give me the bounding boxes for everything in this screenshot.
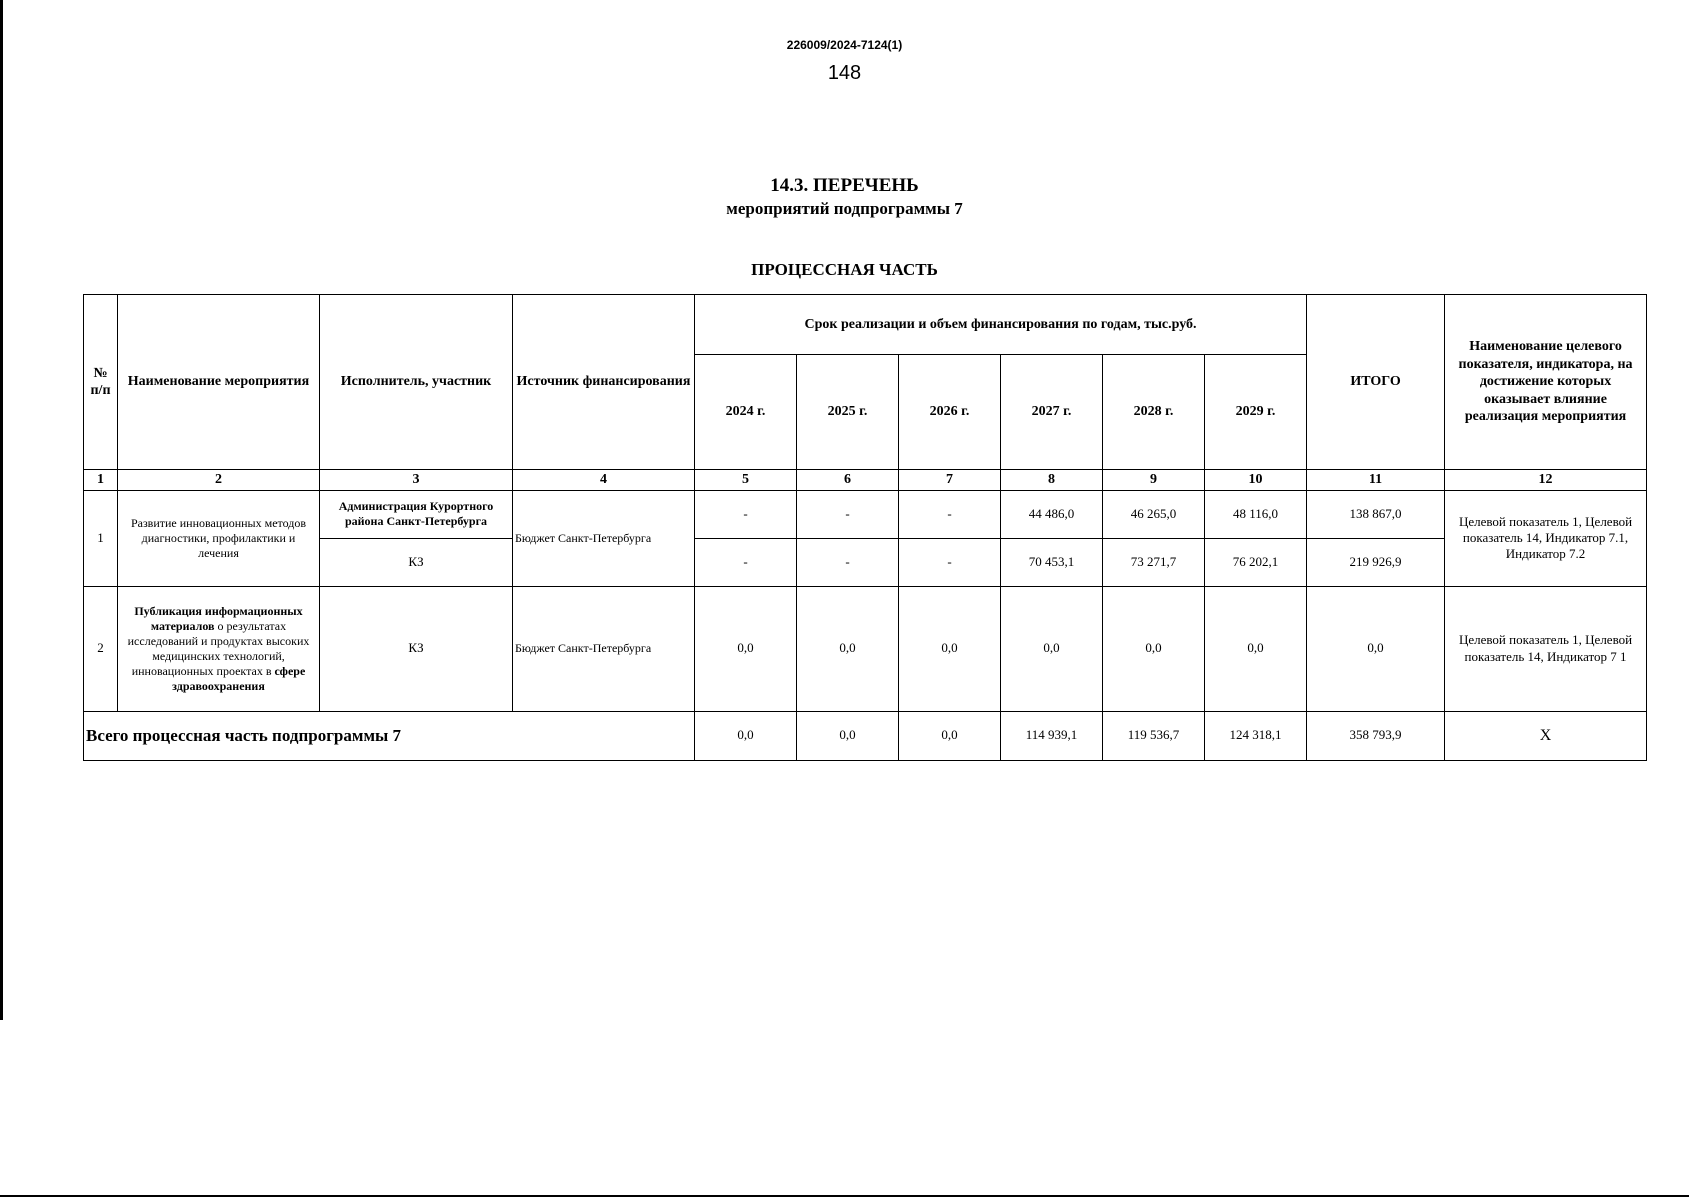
total-year-value: 0,0 (899, 711, 1001, 760)
activity-name-end: сфере здравоохранения (172, 663, 306, 693)
table-row (84, 586, 1647, 711)
total-year-value: 0,0 (695, 711, 797, 760)
column-number: 5 (695, 470, 797, 491)
column-number: 1 (84, 470, 118, 491)
header-year: 2024 г. (695, 355, 797, 470)
total-indicator: X (1445, 711, 1647, 760)
row-total: 138 867,0 (1307, 490, 1445, 538)
table-row (84, 490, 1647, 538)
scan-edge-left (0, 0, 3, 1020)
row-number: 2 (84, 586, 118, 711)
column-number: 11 (1307, 470, 1445, 491)
header-year: 2025 г. (797, 355, 899, 470)
year-value: - (899, 490, 1001, 538)
executor: Администрация Курортного района Санкт-Петербурга (320, 490, 513, 538)
year-value: - (797, 538, 899, 586)
header-executor: Исполнитель, участник (320, 295, 513, 470)
column-number-row (84, 470, 1647, 491)
total-year-value: 114 939,1 (1001, 711, 1103, 760)
header-year: 2027 г. (1001, 355, 1103, 470)
header-year: 2028 г. (1103, 355, 1205, 470)
year-value: 44 486,0 (1001, 490, 1103, 538)
header-total: ИТОГО (1307, 295, 1445, 470)
document-title: 14.3. ПЕРЕЧЕНЬ (770, 175, 919, 196)
year-value: 48 116,0 (1205, 490, 1307, 538)
year-value: - (695, 490, 797, 538)
activity-name-rest: о результатах исследований и продуктах высоких медицинских технологий, инновационных проектах в (127, 618, 310, 678)
column-number: 10 (1205, 470, 1307, 491)
funding-source: Бюджет Санкт-Петербурга (513, 490, 695, 586)
column-number: 7 (899, 470, 1001, 491)
header-year: 2026 г. (899, 355, 1001, 470)
header-period: Срок реализации и объем финансирования по годам, тыс.руб. (695, 295, 1307, 355)
header-num: № п/п (84, 295, 118, 470)
scan-edge-bottom (0, 1195, 1689, 1197)
year-value: 70 453,1 (1001, 538, 1103, 586)
column-number: 2 (118, 470, 320, 491)
activity-name-bold: Публикация информационных материалов (134, 603, 303, 633)
year-value: 0,0 (1205, 586, 1307, 711)
header-indicator: Наименование целевого показателя, индикатора, на достижение которых оказывает влияние реализация мероприятия (1445, 295, 1647, 470)
column-number: 9 (1103, 470, 1205, 491)
page-number: 148 (827, 62, 862, 84)
year-value: 73 271,7 (1103, 538, 1205, 586)
row-total: 219 926,9 (1307, 538, 1445, 586)
total-row (84, 711, 1647, 760)
year-value: - (797, 490, 899, 538)
year-value: - (695, 538, 797, 586)
indicator: Целевой показатель 1, Целевой показатель 14, Индикатор 7 1 (1445, 586, 1647, 711)
year-value: 0,0 (1001, 586, 1103, 711)
grand-total: 358 793,9 (1307, 711, 1445, 760)
total-year-value: 124 318,1 (1205, 711, 1307, 760)
column-number: 4 (513, 470, 695, 491)
year-value: 0,0 (1103, 586, 1205, 711)
year-value: 0,0 (797, 586, 899, 711)
header-row (84, 295, 1647, 355)
total-label: Всего процессная часть подпрограммы 7 (84, 711, 695, 760)
funding-source: Бюджет Санкт-Петербурга (513, 586, 695, 711)
year-value: - (899, 538, 1001, 586)
activity-name: Развитие инновационных методов диагностики, профилактики и лечения (118, 490, 320, 586)
year-value: 0,0 (695, 586, 797, 711)
year-value: 0,0 (899, 586, 1001, 711)
document-id: 226009/2024-7124(1) (786, 38, 903, 52)
year-value: 76 202,1 (1205, 538, 1307, 586)
column-number: 3 (320, 470, 513, 491)
header-year: 2029 г. (1205, 355, 1307, 470)
header-funding-source: Источник финансирования (513, 295, 695, 470)
column-number: 6 (797, 470, 899, 491)
total-year-value: 119 536,7 (1103, 711, 1205, 760)
activities-table (83, 294, 1647, 761)
document-subtitle: мероприятий подпрограммы 7 (726, 199, 963, 218)
indicator: Целевой показатель 1, Целевой показатель 14, Индикатор 7.1, Индикатор 7.2 (1445, 490, 1647, 586)
column-number: 8 (1001, 470, 1103, 491)
total-year-value: 0,0 (797, 711, 899, 760)
row-number: 1 (84, 490, 118, 586)
row-total: 0,0 (1307, 586, 1445, 711)
column-number: 12 (1445, 470, 1647, 491)
executor: КЗ (320, 538, 513, 586)
year-value: 46 265,0 (1103, 490, 1205, 538)
section-heading: ПРОЦЕССНАЯ ЧАСТЬ (751, 260, 938, 279)
executor: КЗ (320, 586, 513, 711)
activity-name (118, 586, 320, 711)
header-activity-name: Наименование мероприятия (118, 295, 320, 470)
